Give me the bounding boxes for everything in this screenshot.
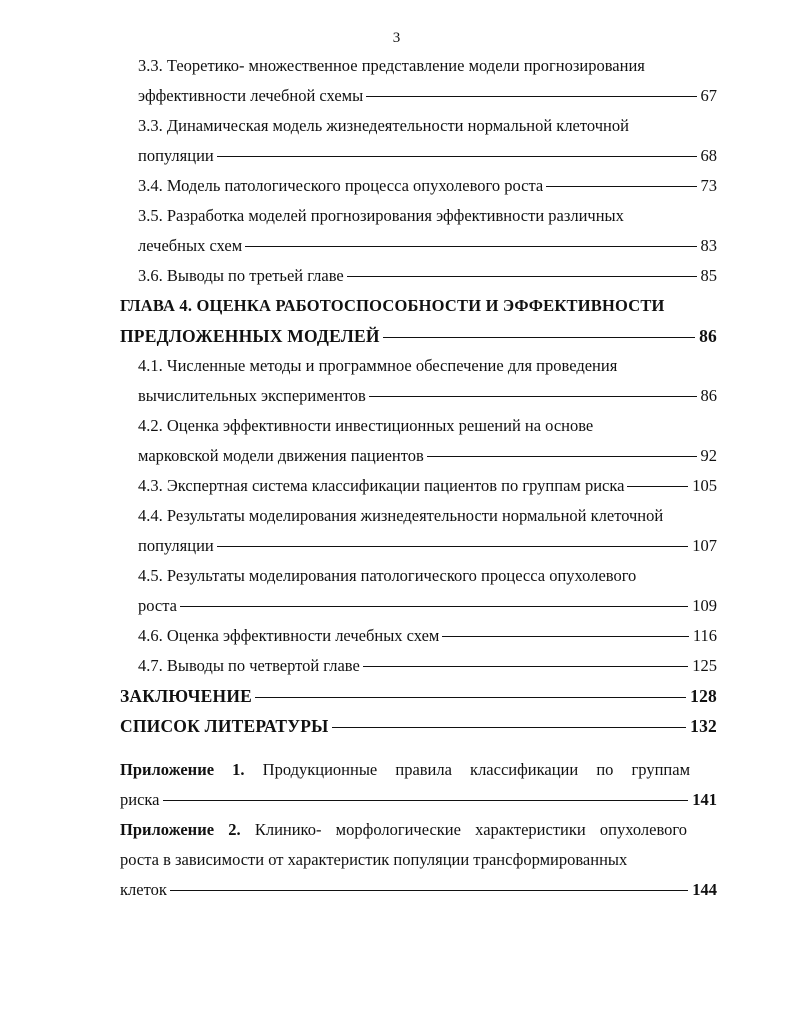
toc-entry[interactable] (138, 534, 717, 558)
appendix-label: Приложение 2. (120, 820, 241, 839)
leader-line (363, 666, 688, 667)
appendix-title-line (120, 758, 690, 782)
toc-entry-text: марковской модели движения пациентов (138, 446, 424, 465)
toc-entry[interactable] (138, 444, 717, 468)
chapter-heading: СПИСОК ЛИТЕРАТУРЫ (120, 716, 329, 736)
toc-entry-text: 4.3. Экспертная система классификации пациентов по группам риска (138, 476, 625, 495)
toc-page-number: 73 (700, 176, 717, 195)
appendix-text: Клинико- морфологические характеристики опухолевого (254, 820, 688, 839)
leader-line (369, 396, 697, 397)
toc-entry[interactable] (138, 264, 717, 288)
toc-entry[interactable] (120, 788, 717, 812)
leader-line (383, 337, 695, 338)
leader-line (255, 697, 686, 698)
leader-line (217, 156, 697, 157)
chapter-heading: ЗАКЛЮЧЕНИЕ (120, 686, 253, 706)
leader-line (627, 486, 688, 487)
toc-entry[interactable] (138, 474, 717, 498)
toc-entry-text: популяции (138, 536, 214, 555)
page-number: 3 (392, 30, 401, 46)
appendix-text: роста в зависимости от характеристик популяции трансформированных (120, 850, 628, 869)
toc-entry-text: лечебных схем (138, 236, 243, 255)
toc-entry[interactable] (120, 684, 717, 708)
toc-entry[interactable] (138, 234, 717, 258)
leader-line (442, 636, 689, 637)
toc-page-number: 92 (700, 446, 717, 465)
toc-entry[interactable] (138, 174, 717, 198)
toc-entry-text: 4.2. Оценка эффективности инвестиционных решений на основе (138, 416, 594, 435)
toc-page-number: 132 (690, 716, 717, 736)
toc-entry-text: 3.5. Разработка моделей прогнозирования эффективности различных (138, 206, 624, 225)
toc-entry[interactable] (120, 714, 717, 738)
appendix-text: Продукционные правила классификации по группам (262, 760, 691, 779)
toc-page-number: 109 (692, 596, 717, 615)
toc-entry-text: 4.7. Выводы по четвертой главе (138, 656, 360, 675)
appendix-text: клеток (120, 880, 167, 899)
leader-line (366, 96, 696, 97)
leader-line (245, 246, 696, 247)
toc-page-number: 116 (692, 626, 717, 645)
leader-line (332, 727, 687, 728)
toc-entry-text: 4.4. Результаты моделирования жизнедеятельности нормальной клеточной (138, 506, 664, 525)
chapter-heading: ГЛАВА 4. ОЦЕНКА РАБОТОСПОСОБНОСТИ И ЭФФЕКТИВНОСТИ (120, 296, 665, 315)
leader-line (217, 546, 689, 547)
toc-entry-text: 4.5. Результаты моделирования патологического процесса опухолевого (138, 566, 637, 585)
toc-entry[interactable] (120, 324, 717, 348)
toc-page-number: 85 (700, 266, 717, 285)
appendix-text: риска (120, 790, 160, 809)
toc-page-number: 125 (692, 656, 717, 675)
toc-entry-text: 3.4. Модель патологического процесса опухолевого роста (138, 176, 544, 195)
leader-line (546, 186, 696, 187)
toc-entry-text: 3.3. Теоретико- множественное представление модели прогнозирования (138, 56, 645, 75)
toc-entry[interactable] (138, 384, 717, 408)
toc-page-number: 83 (700, 236, 717, 255)
leader-line (170, 890, 688, 891)
toc-entry-text: роста (138, 596, 177, 615)
toc-page-number: 141 (692, 790, 717, 809)
toc-page-number: 105 (692, 476, 717, 495)
toc-page-number: 128 (690, 686, 717, 706)
toc-page-number: 67 (700, 86, 717, 105)
toc-entry-text: 3.6. Выводы по третьей главе (138, 266, 344, 285)
leader-line (163, 800, 689, 801)
toc-page-number: 68 (700, 146, 717, 165)
toc-entry[interactable] (138, 624, 717, 648)
leader-line (427, 456, 697, 457)
appendix-label: Приложение 1. (120, 760, 245, 779)
toc-entry[interactable] (138, 594, 717, 618)
toc-entry-text: 3.3. Динамическая модель жизнедеятельности нормальной клеточной (138, 116, 629, 135)
leader-line (180, 606, 688, 607)
toc-entry-text: популяции (138, 146, 214, 165)
toc-entry-text: эффективности лечебной схемы (138, 86, 364, 105)
toc-page-number: 86 (700, 386, 717, 405)
leader-line (347, 276, 697, 277)
toc-page-number: 144 (692, 880, 717, 899)
chapter-heading: ПРЕДЛОЖЕННЫХ МОДЕЛЕЙ (120, 326, 380, 346)
toc-entry-text: вычислительных экспериментов (138, 386, 366, 405)
toc-entry-text: 4.6. Оценка эффективности лечебных схем (138, 626, 440, 645)
toc-entry[interactable] (138, 654, 717, 678)
toc-page-number: 107 (692, 536, 717, 555)
toc-entry-text: 4.1. Численные методы и программное обеспечение для проведения (138, 356, 618, 375)
toc-entry[interactable] (138, 144, 717, 168)
toc-entry[interactable] (120, 878, 717, 902)
toc-page-number: 86 (699, 326, 717, 346)
toc-entry[interactable] (138, 84, 717, 108)
appendix-title-line (120, 818, 687, 842)
